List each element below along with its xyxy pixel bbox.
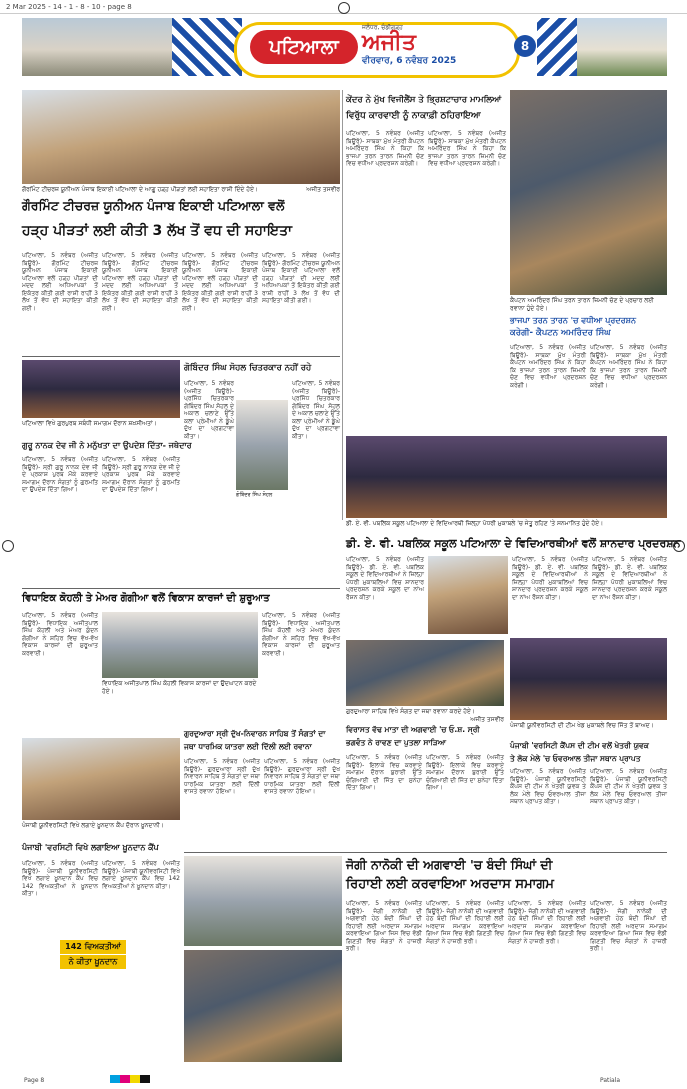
- bandi-body-col1: ਪਟਿਆਲਾ, 5 ਨਵੰਬਰ (ਅਜੀਤ ਬਿਊਰੋ)- ਜੋਗੀ ਨਾਨੋਕੀ ਦੀ ਅਗਵਾਈ ਹੇਠ ਬੰਦੀ ਸਿੰਘਾਂ ਦੀ ਰਿਹਾਈ ਲਈ ਅਰਦਾਸ ਸਮਾਗਮ ਕਰਵਾਇਆ ਗਿਆ ਜਿਸ ਵਿਚ ਵੱਡੀ ਗਿਣਤੀ ਵਿਚ ਸੰਗਤਾਂ ਨੇ ਹਾਜ਼ਰੀ ਭਰੀ।: [346, 900, 422, 952]
- ravan-body-col2: ਪਟਿਆਲਾ, 5 ਨਵੰਬਰ (ਅਜੀਤ ਬਿਊਰੋ)- ਇਲਾਕੇ ਵਿਚ ਕਰਵਾਏ ਸਮਾਗਮ ਦੌਰਾਨ ਬੁਰਾਈ ਉੱਤੇ ਚੰਗਿਆਈ ਦੀ ਜਿੱਤ ਦਾ ਸੁਨੇਹਾ ਦਿੱਤਾ ਗਿਆ।: [426, 754, 504, 791]
- registration-mark: [2, 540, 14, 552]
- teachers-body-col1: ਪਟਿਆਲਾ, 5 ਨਵੰਬਰ (ਅਜੀਤ ਬਿਊਰੋ)- ਗੌਰਮਿੰਟ ਟੀਚਰਜ਼ ਯੂਨੀਅਨ ਪੰਜਾਬ ਇਕਾਈ ਪਟਿਆਲਾ ਵਲੋਂ ਹੜ੍ਹ ਪੀੜਤਾਂ ਦੀ ਮਦਦ ਲਈ ਅਧਿਆਪਕਾਂ ਤੋਂ ਇਕੱਤਰ ਕੀਤੀ ਗਈ ਰਾਸ਼ੀ ਰਾਹੀਂ 3 ਲੱਖ ਤੋਂ ਵੱਧ ਦੀ ਸਹਾਇਤਾ ਕੀਤੀ ਗਈ।: [22, 252, 98, 312]
- dav-photo-caption: ਡੀ. ਏ. ਵੀ. ਪਬਲਿਕ ਸਕੂਲ ਪਟਿਆਲਾ ਦੇ ਵਿਦਿਆਰਥੀ ਜ਼ਿਲ੍ਹਾ ਪੱਧਰੀ ਮੁਕਾਬਲੇ 'ਚ ਜੇਤੂ ਰਹਿਣ 'ਤੇ ਸਨਮਾਨਿਤ ਹੁੰਦੇ ਹੋਏ।: [346, 520, 604, 527]
- gobinder-portrait-label: ਗੋਬਿੰਦਰ ਸਿੰਘ ਸੋਹਲ: [236, 492, 273, 498]
- gurpurab-caption: ਪਟਿਆਲਾ ਵਿਖੇ ਗੁਰਪੁਰਬ ਸਬੰਧੀ ਸਮਾਗਮ ਦੌਰਾਨ ਸ਼ਖ਼ਸੀਅਤਾਂ।: [22, 420, 157, 427]
- captain-photo-caption: ਕੈਪਟਨ ਅਮਰਿੰਦਰ ਸਿੰਘ ਤਰਨ ਤਾਰਨ ਜ਼ਿਮਨੀ ਚੋਣ ਦੇ ਪ੍ਰਚਾਰ ਲਈ ਰਵਾਨਾ ਹੁੰਦੇ ਹੋਏ।: [510, 297, 654, 312]
- blood-highlight-1: 142 ਵਿਅਕਤੀਆਂ: [60, 940, 126, 954]
- gurdwara-body-col2: ਪਟਿਆਲਾ, 5 ਨਵੰਬਰ (ਅਜੀਤ ਬਿਊਰੋ)- ਗੁਰਦੁਆਰਾ ਸ੍ਰੀ ਦੁੱਖ ਨਿਵਾਰਨ ਸਾਹਿਬ ਤੋਂ ਸੰਗਤਾਂ ਦਾ ਜਥਾ ਧਾਰਮਿਕ ਯਾਤਰਾ ਲਈ ਦਿੱਲੀ ਵਾਸਤੇ ਰਵਾਨਾ ਹੋਇਆ।: [264, 758, 340, 795]
- captain-body-col2: ਪਟਿਆਲਾ, 5 ਨਵੰਬਰ (ਅਜੀਤ ਬਿਊਰੋ)- ਸਾਬਕਾ ਮੁੱਖ ਮੰਤਰੀ ਕੈਪਟਨ ਅਮਰਿੰਦਰ ਸਿੰਘ ਨੇ ਕਿਹਾ ਕਿ ਭਾਜਪਾ ਤਰਨ ਤਾਰਨ ਜ਼ਿਮਨੀ ਚੋਣ ਵਿਚ ਵਧੀਆ ਪ੍ਰਦਰਸ਼ਨ ਕਰੇਗੀ।: [428, 130, 506, 167]
- divider: [184, 852, 667, 853]
- captain-sub-body-col2: ਪਟਿਆਲਾ, 5 ਨਵੰਬਰ (ਅਜੀਤ ਬਿਊਰੋ)- ਸਾਬਕਾ ਮੁੱਖ ਮੰਤਰੀ ਕੈਪਟਨ ਅਮਰਿੰਦਰ ਸਿੰਘ ਨੇ ਕਿਹਾ ਕਿ ਭਾਜਪਾ ਤਰਨ ਤਾਰਨ ਜ਼ਿਮਨੀ ਚੋਣ ਵਿਚ ਵਧੀਆ ਪ੍ਰਦਰਸ਼ਨ ਕਰੇਗੀ।: [590, 344, 667, 389]
- kohli-headline: ਵਿਧਾਇਕ ਕੋਹਲੀ ਤੇ ਮੇਅਰ ਗੋਗੀਆ ਵਲੋਂ ਵਿਕਾਸ ਕਾਰਜਾਂ ਦੀ ਸ਼ੁਰੂਆਤ: [22, 593, 270, 604]
- kohli-body-col1: ਪਟਿਆਲਾ, 5 ਨਵੰਬਰ (ਅਜੀਤ ਬਿਊਰੋ)- ਵਿਧਾਇਕ ਅਜੀਤਪਾਲ ਸਿੰਘ ਕੋਹਲੀ ਅਤੇ ਮੇਅਰ ਕੁੰਦਨ ਗੋਗੀਆ ਨੇ ਸ਼ਹਿਰ ਵਿਚ ਵੱਖ-ਵੱਖ ਵਿਕਾਸ ਕਾਰਜਾਂ ਦੀ ਸ਼ੁਰੂਆਤ ਕਰਵਾਈ।: [22, 612, 98, 657]
- bandi-body-col3: ਪਟਿਆਲਾ, 5 ਨਵੰਬਰ (ਅਜੀਤ ਬਿਊਰੋ)- ਜੋਗੀ ਨਾਨੋਕੀ ਦੀ ਅਗਵਾਈ ਹੇਠ ਬੰਦੀ ਸਿੰਘਾਂ ਦੀ ਰਿਹਾਈ ਲਈ ਅਰਦਾਸ ਸਮਾਗਮ ਕਰਵਾਇਆ ਗਿਆ ਜਿਸ ਵਿਚ ਵੱਡੀ ਗਿਣਤੀ ਵਿਚ ਸੰਗਤਾਂ ਨੇ ਹਾਜ਼ਰੀ ਭਰੀ।: [508, 900, 586, 945]
- university-body-col1: ਪਟਿਆਲਾ, 5 ਨਵੰਬਰ (ਅਜੀਤ ਬਿਊਰੋ)- ਪੰਜਾਬੀ ਯੂਨੀਵਰਸਿਟੀ ਕੈਂਪਸ ਦੀ ਟੀਮ ਨੇ ਖੇਤਰੀ ਯੁਵਕ ਤੇ ਲੋਕ ਮੇਲੇ ਵਿਚ ਓਵਰਆਲ ਤੀਜਾ ਸਥਾਨ ਪ੍ਰਾਪਤ ਕੀਤਾ।: [510, 768, 586, 805]
- print-slug: 2 Mar 2025 - 14 - 1 - 8 - 10 - page 8: [0, 0, 687, 14]
- masthead-date: ਵੀਰਵਾਰ, 6 ਨਵੰਬਰ 2025: [362, 56, 457, 66]
- bandi-headline-2: ਰਿਹਾਈ ਲਈ ਕਰਵਾਇਆ ਅਰਦਾਸ ਸਮਾਗਮ: [346, 877, 554, 892]
- dav-body-col3: ਪਟਿਆਲਾ, 5 ਨਵੰਬਰ (ਅਜੀਤ ਬਿਊਰੋ)- ਡੀ. ਏ. ਵੀ. ਪਬਲਿਕ ਸਕੂਲ ਦੇ ਵਿਦਿਆਰਥੀਆਂ ਨੇ ਜ਼ਿਲ੍ਹਾ ਪੱਧਰੀ ਮੁਕਾਬਲਿਆਂ ਵਿਚ ਸ਼ਾਨਦਾਰ ਪ੍ਰਦਰਸ਼ਨ ਕਰਕੇ ਸਕੂਲ ਦਾ ਨਾਂਅ ਰੌਸ਼ਨ ਕੀਤਾ।: [592, 556, 667, 601]
- dav-photo-2: [428, 556, 508, 634]
- blood-body-col1: ਪਟਿਆਲਾ, 5 ਨਵੰਬਰ (ਅਜੀਤ ਬਿਊਰੋ)- ਪੰਜਾਬੀ ਯੂਨੀਵਰਸਿਟੀ ਵਿਖੇ ਲਗਾਏ ਖ਼ੂਨਦਾਨ ਕੈਂਪ ਵਿਚ 142 ਵਿਅਕਤੀਆਂ ਨੇ ਖ਼ੂਨਦਾਨ ਕੀਤਾ।: [22, 860, 98, 897]
- teachers-photo: [22, 90, 340, 184]
- captain-headline-2: ਵਿਰੁੱਧ ਕਾਰਵਾਈ ਨੂੰ ਨਾਕਾਫ਼ੀ ਠਹਿਰਾਇਆ: [346, 111, 481, 121]
- ravan-headline-2: ਭਗਵੰਤ ਨੇ ਰਾਵਣ ਦਾ ਪੁਤਲਾ ਸਾੜਿਆ: [346, 738, 447, 747]
- captain-headline-1: ਕੇਂਦਰ ਨੇ ਮੁੱਖ ਵਿਜੀਲੈਂਸ ਤੇ ਭ੍ਰਿਸ਼ਟਾਚਾਰ ਮਾਮਲਿਆਂ: [346, 95, 502, 105]
- university-caption: ਪੰਜਾਬੀ ਯੂਨੀਵਰਸਿਟੀ ਦੀ ਟੀਮ ਖੇਡ ਮੁਕਾਬਲੇ ਵਿਚ ਜਿੱਤ ਤੋਂ ਬਾਅਦ।: [510, 722, 654, 729]
- bandi-headline-1: ਜੋਗੀ ਨਾਨੋਕੀ ਦੀ ਅਗਵਾਈ 'ਚ ਬੰਦੀ ਸਿੰਘਾਂ ਦੀ: [346, 857, 553, 872]
- ravan-headline-1: ਵਿਰਾਸਤ ਵੱਢ ਮਾਤਾ ਦੀ ਅਗਵਾਈ 'ਚ ਓ.ਸ਼. ਸ੍ਰੀ: [346, 725, 480, 734]
- gurdwara-headline-2: ਜਥਾ ਧਾਰਮਿਕ ਯਾਤਰਾ ਲਈ ਦਿੱਲੀ ਲਈ ਰਵਾਨਾ: [184, 742, 312, 751]
- teachers-body-col3: ਪਟਿਆਲਾ, 5 ਨਵੰਬਰ (ਅਜੀਤ ਬਿਊਰੋ)- ਗੌਰਮਿੰਟ ਟੀਚਰਜ਼ ਯੂਨੀਅਨ ਪੰਜਾਬ ਇਕਾਈ ਪਟਿਆਲਾ ਵਲੋਂ ਹੜ੍ਹ ਪੀੜਤਾਂ ਦੀ ਮਦਦ ਲਈ ਅਧਿਆਪਕਾਂ ਤੋਂ ਇਕੱਤਰ ਕੀਤੀ ਗਈ ਰਾਸ਼ੀ ਰਾਹੀਂ 3 ਲੱਖ ਤੋਂ ਵੱਧ ਦੀ ਸਹਾਇਤਾ ਕੀਤੀ ਗਈ।: [182, 252, 258, 312]
- masthead-pattern: [172, 18, 242, 76]
- gurpurab-headline: ਗੁਰੂ ਨਾਨਕ ਦੇਵ ਜੀ ਨੇ ਮਨੁੱਖਤਾ ਦਾ ਉਪਦੇਸ਼ ਦਿੱਤਾ- ਜਥੇਦਾਰ: [22, 441, 192, 450]
- masthead-tagline: ਜਲੰਧਰ, ਚੰਡੀਗੜ੍ਹ: [362, 24, 403, 31]
- divider: [22, 356, 340, 357]
- masthead-city: ਪਟਿਆਲਾ: [250, 30, 358, 64]
- kohli-body-col2: ਪਟਿਆਲਾ, 5 ਨਵੰਬਰ (ਅਜੀਤ ਬਿਊਰੋ)- ਵਿਧਾਇਕ ਅਜੀਤਪਾਲ ਸਿੰਘ ਕੋਹਲੀ ਅਤੇ ਮੇਅਰ ਕੁੰਦਨ ਗੋਗੀਆ ਨੇ ਸ਼ਹਿਰ ਵਿਚ ਵੱਖ-ਵੱਖ ਵਿਕਾਸ ਕਾਰਜਾਂ ਦੀ ਸ਼ੁਰੂਆਤ ਕਰਵਾਈ।: [262, 612, 340, 657]
- captain-sub-headline-1: ਭਾਜਪਾ ਤਰਨ ਤਾਰਨ 'ਚ ਵਧੀਆ ਪ੍ਰਦਰਸ਼ਨ: [510, 316, 636, 325]
- kohli-photo-2-caption: ਗੁਰਦੁਆਰਾ ਸਾਹਿਬ ਵਿਖੇ ਸੰਗਤ ਦਾ ਜਥਾ ਰਵਾਨਾ ਕਰਦੇ ਹੋਏ।: [346, 708, 475, 715]
- gurdwara-headline-1: ਗੁਰਦੁਆਰਾ ਸ੍ਰੀ ਦੁੱਖ-ਨਿਵਾਰਨ ਸਾਹਿਬ ਤੋਂ ਸੰਗਤਾਂ ਦਾ: [184, 729, 326, 738]
- ravan-body-col1: ਪਟਿਆਲਾ, 5 ਨਵੰਬਰ (ਅਜੀਤ ਬਿਊਰੋ)- ਇਲਾਕੇ ਵਿਚ ਕਰਵਾਏ ਸਮਾਗਮ ਦੌਰਾਨ ਬੁਰਾਈ ਉੱਤੇ ਚੰਗਿਆਈ ਦੀ ਜਿੱਤ ਦਾ ਸੁਨੇਹਾ ਦਿੱਤਾ ਗਿਆ।: [346, 754, 422, 791]
- divider: [22, 588, 340, 589]
- masthead-paper-name: ਅਜੀਤ: [362, 30, 416, 55]
- bandi-body-col2: ਪਟਿਆਲਾ, 5 ਨਵੰਬਰ (ਅਜੀਤ ਬਿਊਰੋ)- ਜੋਗੀ ਨਾਨੋਕੀ ਦੀ ਅਗਵਾਈ ਹੇਠ ਬੰਦੀ ਸਿੰਘਾਂ ਦੀ ਰਿਹਾਈ ਲਈ ਅਰਦਾਸ ਸਮਾਗਮ ਕਰਵਾਇਆ ਗਿਆ ਜਿਸ ਵਿਚ ਵੱਡੀ ਗਿਣਤੀ ਵਿਚ ਸੰਗਤਾਂ ਨੇ ਹਾਜ਼ਰੀ ਭਰੀ।: [426, 900, 504, 945]
- blood-camp-photo: [22, 738, 180, 820]
- kohli-photo-2: [346, 640, 504, 706]
- captain-sub-headline-2: ਕਰੇਗੀ- ਕੈਪਟਨ ਅਮਰਿੰਦਰ ਸਿੰਘ: [510, 328, 611, 338]
- university-photo: [510, 638, 667, 720]
- gobinder-body-col2: ਪਟਿਆਲਾ, 5 ਨਵੰਬਰ (ਅਜੀਤ ਬਿਊਰੋ)- ਪ੍ਰਸਿੱਧ ਚਿਤਰਕਾਰ ਗੋਬਿੰਦਰ ਸਿੰਘ ਸੋਹਲ ਦੇ ਅਕਾਲ ਚਲਾਣੇ ਉੱਤੇ ਕਲਾ ਪ੍ਰੇਮੀਆਂ ਨੇ ਡੂੰਘੇ ਦੁੱਖ ਦਾ ਪ੍ਰਗਟਾਵਾ ਕੀਤਾ।: [292, 380, 340, 440]
- masthead-pattern-right: [537, 18, 577, 76]
- blood-camp-headline: ਪੰਜਾਬੀ 'ਵਰਸਿਟੀ ਵਿਖੇ ਲਗਾਇਆ ਖ਼ੂਨਦਾਨ ਕੈਂਪ: [22, 843, 159, 852]
- bandi-photo-2: [184, 950, 342, 1062]
- bandi-photo-1: [184, 856, 342, 946]
- kohli-photo: [102, 612, 258, 678]
- kohli-photo-caption: ਵਿਧਾਇਕ ਅਜੀਤਪਾਲ ਸਿੰਘ ਕੋਹਲੀ ਵਿਕਾਸ ਕਾਰਜਾਂ ਦਾ ਉਦਘਾਟਨ ਕਰਦੇ ਹੋਏ।: [102, 680, 257, 695]
- registration-mark: [338, 2, 350, 14]
- gobinder-body-col1: ਪਟਿਆਲਾ, 5 ਨਵੰਬਰ (ਅਜੀਤ ਬਿਊਰੋ)- ਪ੍ਰਸਿੱਧ ਚਿਤਰਕਾਰ ਗੋਬਿੰਦਰ ਸਿੰਘ ਸੋਹਲ ਦੇ ਅਕਾਲ ਚਲਾਣੇ ਉੱਤੇ ਕਲਾ ਪ੍ਰੇਮੀਆਂ ਨੇ ਡੂੰਘੇ ਦੁੱਖ ਦਾ ਪ੍ਰਗਟਾਵਾ ਕੀਤਾ।: [184, 380, 234, 440]
- university-headline-2: ਤੇ ਲੋਕ ਮੇਲੇ 'ਚ ਓਵਰਆਲ ਤੀਜਾ ਸਥਾਨ ਪ੍ਰਾਪਤ: [510, 754, 641, 763]
- university-body-col2: ਪਟਿਆਲਾ, 5 ਨਵੰਬਰ (ਅਜੀਤ ਬਿਊਰੋ)- ਪੰਜਾਬੀ ਯੂਨੀਵਰਸਿਟੀ ਕੈਂਪਸ ਦੀ ਟੀਮ ਨੇ ਖੇਤਰੀ ਯੁਵਕ ਤੇ ਲੋਕ ਮੇਲੇ ਵਿਚ ਓਵਰਆਲ ਤੀਜਾ ਸਥਾਨ ਪ੍ਰਾਪਤ ਕੀਤਾ।: [590, 768, 667, 805]
- gurpurab-body-col2: ਪਟਿਆਲਾ, 5 ਨਵੰਬਰ (ਅਜੀਤ ਬਿਊਰੋ)- ਸ੍ਰੀ ਗੁਰੂ ਨਾਨਕ ਦੇਵ ਜੀ ਦੇ ਪ੍ਰਕਾਸ਼ ਪੁਰਬ ਮੌਕੇ ਕਰਵਾਏ ਸਮਾਗਮ ਦੌਰਾਨ ਸੰਗਤਾਂ ਨੂੰ ਗੁਰਮਤਿ ਦਾ ਉਪਦੇਸ਼ ਦਿੱਤਾ ਗਿਆ।: [102, 456, 180, 493]
- masthead-photo-right: [577, 18, 667, 76]
- gurpurab-photo: [22, 360, 180, 418]
- captain-sub-body-col1: ਪਟਿਆਲਾ, 5 ਨਵੰਬਰ (ਅਜੀਤ ਬਿਊਰੋ)- ਸਾਬਕਾ ਮੁੱਖ ਮੰਤਰੀ ਕੈਪਟਨ ਅਮਰਿੰਦਰ ਸਿੰਘ ਨੇ ਕਿਹਾ ਕਿ ਭਾਜਪਾ ਤਰਨ ਤਾਰਨ ਜ਼ਿਮਨੀ ਚੋਣ ਵਿਚ ਵਧੀਆ ਪ੍ਰਦਰਸ਼ਨ ਕਰੇਗੀ।: [510, 344, 586, 389]
- captain-body-col1: ਪਟਿਆਲਾ, 5 ਨਵੰਬਰ (ਅਜੀਤ ਬਿਊਰੋ)- ਸਾਬਕਾ ਮੁੱਖ ਮੰਤਰੀ ਕੈਪਟਨ ਅਮਰਿੰਦਰ ਸਿੰਘ ਨੇ ਕਿਹਾ ਕਿ ਭਾਜਪਾ ਤਰਨ ਤਾਰਨ ਜ਼ਿਮਨੀ ਚੋਣ ਵਿਚ ਵਧੀਆ ਪ੍ਰਦਰਸ਼ਨ ਕਰੇਗੀ।: [346, 130, 424, 167]
- footer-left: Page 8: [24, 1077, 45, 1084]
- teachers-headline-1: ਗੌਰਮਿੰਟ ਟੀਚਰਜ਼ ਯੂਨੀਅਨ ਪੰਜਾਬ ਇਕਾਈ ਪਟਿਆਲਾ ਵਲੋਂ: [22, 198, 285, 213]
- photo-credit: ਅਜੀਤ ਤਸਵੀਰ: [306, 186, 340, 193]
- university-headline-1: ਪੰਜਾਬੀ 'ਵਰਸਿਟੀ ਕੈਂਪਸ ਦੀ ਟੀਮ ਵਲੋਂ ਖੇਤਰੀ ਯੁਵਕ: [510, 741, 649, 750]
- masthead-photo-left: [22, 18, 172, 76]
- gurdwara-body-col1: ਪਟਿਆਲਾ, 5 ਨਵੰਬਰ (ਅਜੀਤ ਬਿਊਰੋ)- ਗੁਰਦੁਆਰਾ ਸ੍ਰੀ ਦੁੱਖ ਨਿਵਾਰਨ ਸਾਹਿਬ ਤੋਂ ਸੰਗਤਾਂ ਦਾ ਜਥਾ ਧਾਰਮਿਕ ਯਾਤਰਾ ਲਈ ਦਿੱਲੀ ਵਾਸਤੇ ਰਵਾਨਾ ਹੋਇਆ।: [184, 758, 260, 795]
- gurpurab-body-col1: ਪਟਿਆਲਾ, 5 ਨਵੰਬਰ (ਅਜੀਤ ਬਿਊਰੋ)- ਸ੍ਰੀ ਗੁਰੂ ਨਾਨਕ ਦੇਵ ਜੀ ਦੇ ਪ੍ਰਕਾਸ਼ ਪੁਰਬ ਮੌਕੇ ਕਰਵਾਏ ਸਮਾਗਮ ਦੌਰਾਨ ਸੰਗਤਾਂ ਨੂੰ ਗੁਰਮਤਿ ਦਾ ਉਪਦੇਸ਼ ਦਿੱਤਾ ਗਿਆ।: [22, 456, 98, 493]
- masthead: [22, 18, 667, 76]
- teachers-headline-2: ਹੜ੍ਹ ਪੀੜਤਾਂ ਲਈ ਕੀਤੀ 3 ਲੱਖ ਤੋਂ ਵਧ ਦੀ ਸਹਾਇਤਾ: [22, 223, 293, 239]
- dav-body-col2: ਪਟਿਆਲਾ, 5 ਨਵੰਬਰ (ਅਜੀਤ ਬਿਊਰੋ)- ਡੀ. ਏ. ਵੀ. ਪਬਲਿਕ ਸਕੂਲ ਦੇ ਵਿਦਿਆਰਥੀਆਂ ਨੇ ਜ਼ਿਲ੍ਹਾ ਪੱਧਰੀ ਮੁਕਾਬਲਿਆਂ ਵਿਚ ਸ਼ਾਨਦਾਰ ਪ੍ਰਦਰਸ਼ਨ ਕਰਕੇ ਸਕੂਲ ਦਾ ਨਾਂਅ ਰੌਸ਼ਨ ਕੀਤਾ।: [512, 556, 588, 601]
- page-number: 8: [514, 35, 536, 57]
- color-bar: [110, 1075, 150, 1085]
- blood-body-col2: ਪਟਿਆਲਾ, 5 ਨਵੰਬਰ (ਅਜੀਤ ਬਿਊਰੋ)- ਪੰਜਾਬੀ ਯੂਨੀਵਰਸਿਟੀ ਵਿਖੇ ਲਗਾਏ ਖ਼ੂਨਦਾਨ ਕੈਂਪ ਵਿਚ 142 ਵਿਅਕਤੀਆਂ ਨੇ ਖ਼ੂਨਦਾਨ ਕੀਤਾ।: [102, 860, 180, 890]
- gobinder-headline: ਗੋਬਿੰਦਰ ਸਿੰਘ ਸੋਹਲ ਚਿਤਰਕਾਰ ਨਹੀਂ ਰਹੇ: [184, 363, 312, 373]
- teachers-photo-caption: ਗੌਰਮਿੰਟ ਟੀਚਰਜ਼ ਯੂਨੀਅਨ ਪੰਜਾਬ ਇਕਾਈ ਪਟਿਆਲਾ ਦੇ ਆਗੂ ਹੜ੍ਹ ਪੀੜਤਾਂ ਲਈ ਸਹਾਇਤਾ ਰਾਸ਼ੀ ਦਿੰਦੇ ਹੋਏ।: [22, 186, 259, 193]
- footer-right: Patiala: [600, 1077, 621, 1084]
- teachers-body-col2: ਪਟਿਆਲਾ, 5 ਨਵੰਬਰ (ਅਜੀਤ ਬਿਊਰੋ)- ਗੌਰਮਿੰਟ ਟੀਚਰਜ਼ ਯੂਨੀਅਨ ਪੰਜਾਬ ਇਕਾਈ ਪਟਿਆਲਾ ਵਲੋਂ ਹੜ੍ਹ ਪੀੜਤਾਂ ਦੀ ਮਦਦ ਲਈ ਅਧਿਆਪਕਾਂ ਤੋਂ ਇਕੱਤਰ ਕੀਤੀ ਗਈ ਰਾਸ਼ੀ ਰਾਹੀਂ 3 ਲੱਖ ਤੋਂ ਵੱਧ ਦੀ ਸਹਾਇਤਾ ਕੀਤੀ ਗਈ।: [102, 252, 178, 312]
- bandi-body-col4: ਪਟਿਆਲਾ, 5 ਨਵੰਬਰ (ਅਜੀਤ ਬਿਊਰੋ)- ਜੋਗੀ ਨਾਨੋਕੀ ਦੀ ਅਗਵਾਈ ਹੇਠ ਬੰਦੀ ਸਿੰਘਾਂ ਦੀ ਰਿਹਾਈ ਲਈ ਅਰਦਾਸ ਸਮਾਗਮ ਕਰਵਾਇਆ ਗਿਆ ਜਿਸ ਵਿਚ ਵੱਡੀ ਗਿਣਤੀ ਵਿਚ ਸੰਗਤਾਂ ਨੇ ਹਾਜ਼ਰੀ ਭਰੀ।: [590, 900, 667, 952]
- captain-photo: [510, 90, 667, 295]
- dav-photo: [346, 436, 667, 518]
- blood-camp-caption: ਪੰਜਾਬੀ ਯੂਨੀਵਰਸਿਟੀ ਵਿਖੇ ਲਗਾਏ ਖ਼ੂਨਦਾਨ ਕੈਂਪ ਦੌਰਾਨ ਖ਼ੂਨਦਾਨੀ।: [22, 822, 164, 829]
- dav-body-col1: ਪਟਿਆਲਾ, 5 ਨਵੰਬਰ (ਅਜੀਤ ਬਿਊਰੋ)- ਡੀ. ਏ. ਵੀ. ਪਬਲਿਕ ਸਕੂਲ ਦੇ ਵਿਦਿਆਰਥੀਆਂ ਨੇ ਜ਼ਿਲ੍ਹਾ ਪੱਧਰੀ ਮੁਕਾਬਲਿਆਂ ਵਿਚ ਸ਼ਾਨਦਾਰ ਪ੍ਰਦਰਸ਼ਨ ਕਰਕੇ ਸਕੂਲ ਦਾ ਨਾਂਅ ਰੌਸ਼ਨ ਕੀਤਾ।: [346, 556, 424, 601]
- dav-headline: ਡੀ. ਏ. ਵੀ. ਪਬਲਿਕ ਸਕੂਲ ਪਟਿਆਲਾ ਦੇ ਵਿਦਿਆਰਥੀਆਂ ਵਲੋਂ ਸ਼ਾਨਦਾਰ ਪ੍ਰਦਰਸ਼ਨ: [346, 537, 681, 550]
- teachers-body-col4: ਪਟਿਆਲਾ, 5 ਨਵੰਬਰ (ਅਜੀਤ ਬਿਊਰੋ)- ਗੌਰਮਿੰਟ ਟੀਚਰਜ਼ ਯੂਨੀਅਨ ਪੰਜਾਬ ਇਕਾਈ ਪਟਿਆਲਾ ਵਲੋਂ ਹੜ੍ਹ ਪੀੜਤਾਂ ਦੀ ਮਦਦ ਲਈ ਅਧਿਆਪਕਾਂ ਤੋਂ ਇਕੱਤਰ ਕੀਤੀ ਗਈ ਰਾਸ਼ੀ ਰਾਹੀਂ 3 ਲੱਖ ਤੋਂ ਵੱਧ ਦੀ ਸਹਾਇਤਾ ਕੀਤੀ ਗਈ।: [262, 252, 340, 304]
- page-footer: [0, 1074, 687, 1089]
- photo-credit: ਅਜੀਤ ਤਸਵੀਰ: [470, 716, 504, 723]
- blood-highlight-2: ਨੇ ਕੀਤਾ ਖ਼ੂਨਦਾਨ: [60, 955, 126, 969]
- gobinder-portrait: [236, 400, 288, 490]
- column-rule: [342, 90, 343, 520]
